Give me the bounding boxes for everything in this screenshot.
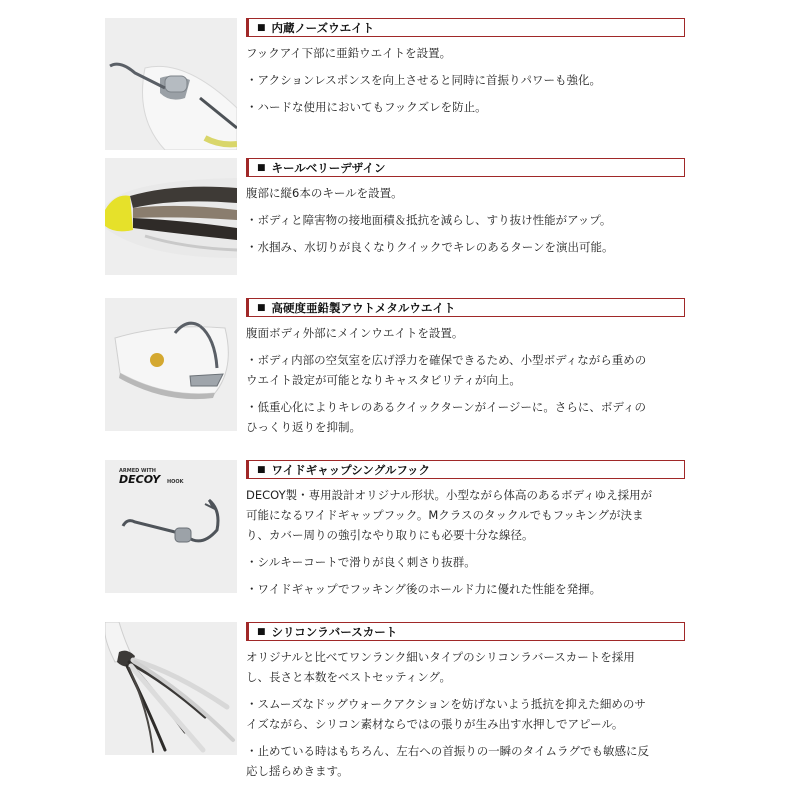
- keel-belly-photo: [105, 158, 237, 275]
- wide-gap-hook-illustration: [105, 460, 237, 593]
- section-heading: [246, 18, 685, 37]
- section-title: 高硬度亜鉛製アウトメタルウエイト: [271, 300, 456, 315]
- section-title: キールベリーデザイン: [271, 160, 386, 175]
- out-metal-weight-illustration: [105, 298, 237, 431]
- heading-marker: ■: [257, 464, 266, 475]
- keel-belly-illustration: [105, 158, 237, 275]
- paragraph: ・水掴み、水切りが良くなりクイックでキレのあるターンを演出可能。: [246, 240, 614, 254]
- section-heading: [246, 298, 685, 317]
- svg-text:DECOY: DECOY: [119, 473, 161, 486]
- paragraph: DECOY製・専用設計オリジナル形状。小型ながら体高のあるボディゆえ採用が 可能になるワイドギャップフック。Mクラスのタックルでもフッキングが決ま り、カバー周りの強引なやり取りにも必要十分な線径。: [246, 488, 653, 542]
- svg-text:HOOK: HOOK: [167, 479, 184, 485]
- paragraph: ・ハードな使用においてもフックズレを防止。: [246, 100, 487, 114]
- paragraph: ・ワイドギャップでフッキング後のホールド力に優れた性能を発揮。: [246, 582, 602, 596]
- nose-weight-photo: [105, 18, 237, 150]
- svg-text:ARMED WITH: ARMED WITH: [119, 468, 156, 474]
- paragraph: ・スムーズなドッグウォークアクションを妨げないよう抵抗を抑えた細めのサ イズながら、シリコン素材ならではの張りが生み出す水押しでアピール。: [246, 697, 646, 731]
- section-heading: [246, 460, 685, 479]
- paragraph: ・ボディと障害物の接地面積＆抵抗を減らし、すり抜け性能がアップ。: [246, 213, 612, 227]
- section-title: ワイドギャップシングルフック: [271, 462, 431, 477]
- section-heading: [246, 622, 685, 641]
- heading-marker: ■: [257, 162, 266, 173]
- paragraph: フックアイ下部に亜鉛ウエイトを設置。: [246, 46, 452, 60]
- wide-gap-hook-photo: [105, 460, 237, 593]
- silicone-skirt-illustration: [105, 622, 237, 755]
- paragraph: ・ボディ内部の空気室を広げ浮力を確保できるため、小型ボディながら重めの ウエイト設定が可能となりキャスタビリティが向上。: [246, 353, 647, 387]
- paragraph: ・低重心化によりキレのあるクイックターンがイージーに。さらに、ボディの ひっくり返りを抑制。: [246, 400, 646, 434]
- section-title: 内蔵ノーズウエイト: [271, 20, 375, 35]
- paragraph: 腹面ボディ外部にメインウエイトを設置。: [246, 326, 464, 340]
- paragraph: ・止めている時はもちろん、左右への首振りの一瞬のタイムラグでも敏感に反 応し揺らめきます。: [246, 744, 649, 778]
- paragraph: ・アクションレスポンスを向上させると同時に首振りパワーも強化。: [246, 73, 601, 87]
- section-heading: [246, 158, 685, 177]
- nose-weight-illustration: [105, 18, 237, 150]
- heading-marker: ■: [257, 626, 266, 637]
- silicone-skirt-photo: [105, 622, 237, 755]
- section-title: シリコンラバースカート: [271, 624, 398, 639]
- paragraph: ・シルキーコートで滑りが良く刺さり抜群。: [246, 555, 476, 569]
- heading-marker: ■: [257, 22, 266, 33]
- paragraph: 腹部に縦6本のキールを設置。: [246, 186, 403, 200]
- out-metal-weight-photo: [105, 298, 237, 431]
- heading-marker: ■: [257, 302, 266, 313]
- paragraph: オリジナルと比べてワンランク細いタイプのシリコンラバースカートを採用 し、長さと本数をベストセッティング。: [246, 650, 635, 684]
